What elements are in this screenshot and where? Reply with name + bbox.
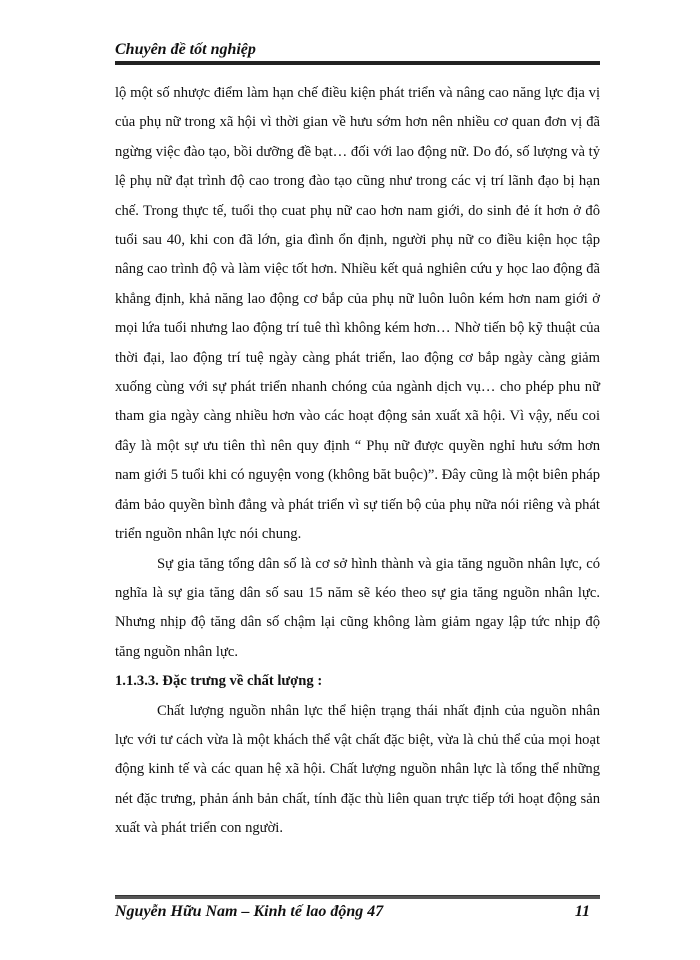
- footer-divider: [115, 895, 600, 899]
- page-header: [115, 40, 600, 65]
- header-title: Chuyên đề tốt nghiệp: [115, 41, 256, 58]
- body-paragraph: Chất lượng nguồn nhân lực thể hiện trạng thái nhất định của nguồn nhân lực với tư cách vừa là một khách thể vật chất đặc biệt, vừa là chủ thể của mọi hoạt động kinh tế và các quan hệ xã hội. Chất lượng nguồn nhân lực là tổng thể những nét đặc trưng, phản ánh bản chất, tính đặc thù liên quan trực tiếp tới hoạt động sản xuất và phát triển con người.: [115, 702, 600, 837]
- footer-author: Nguyễn Hữu Nam – Kinh tế lao động 47: [115, 903, 384, 920]
- page-number: 11: [574, 903, 590, 920]
- section-heading: 1.1.3.3. Đặc trưng về chất lượng :: [115, 673, 323, 690]
- body-paragraph: lộ một số nhược điểm làm hạn chế điều kiện phát triển và nâng cao năng lực địa vị của phụ nữ trong xã hội vì thời gian về hưu sớm hơn nên nhiều cơ quan đơn vị đã ngừng việc đào tạo, bồi dưỡng đề bạt… đối với lao động nữ. Do đó, số lượng và tỷ lệ phụ nữ đạt trình độ cao trong đào tạo cũng như trong các vị trí lãnh đạo bị hạn chế. Trong thực tế, tuổi thọ cuat phụ nữ cao hơn nam giới, do sinh đẻ ít hơn ở đô tuổi sau 40, khi con đã lớn, gia đình ổn định, người phụ nữ co điều kiện học tập nâng cao trình độ và làm việc tốt hơn. Nhiều kết quả nghiên cứu y học lao động đã khẳng định, khả năng lao động cơ bắp của phụ nữ luôn luôn kém hơn nam giới ở mọi lứa tuổi nhưng lao động trí tuê thì không kém hơn… Nhờ tiến bộ kỹ thuật của thời đại, lao động trí tuệ ngày càng phát triển, lao động cơ bắp ngày càng giảm xuống cùng với sự phát triển nhanh chóng của ngành dịch vụ… cho phép phu nữ tham gia ngày càng nhiều hơn vào các hoạt động sản xuất xã hội. Vì vậy, nếu coi đây là một sự ưu tiên thì nên quy định “ Phụ nữ được quyền nghỉ hưu sớm hơn nam giới 5 tuổi khi có nguyện vong (không băt buộc)”. Đây cũng là một biên pháp đảm bảo quyền bình đẳng và phát triển vì sự tiến bộ của phụ nữa nói riêng và phát triển nguồn nhân lực nói chung.: [115, 85, 600, 543]
- header-divider: [115, 61, 600, 65]
- body-paragraph: Sự gia tăng tổng dân số là cơ sở hình thành và gia tăng nguồn nhân lực, có nghĩa là sự gia tăng dân số sau 15 năm sẽ kéo theo sự gia tăng nguồn nhân lực. Nhưng nhịp độ tăng dân số chậm lại cũng không làm giảm ngay lập tức nhịp độ tăng nguồn nhân lực.: [115, 555, 600, 660]
- body-content: [115, 79, 600, 844]
- page-footer: [115, 895, 600, 923]
